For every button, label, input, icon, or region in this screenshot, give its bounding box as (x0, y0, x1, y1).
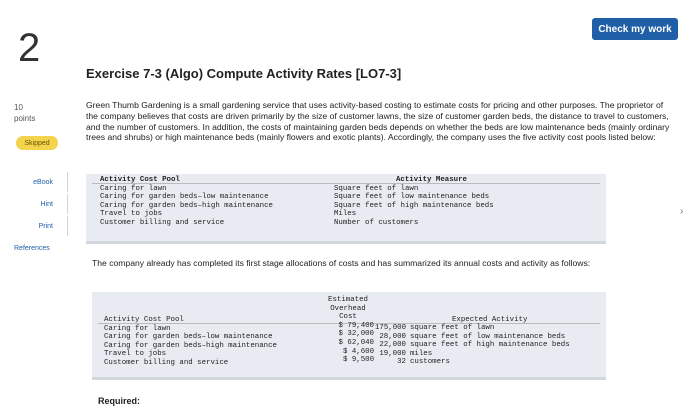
pool-column (104, 316, 277, 368)
table-cell: 28,000 (379, 332, 406, 341)
table-cell: square feet of low maintenance beds (410, 332, 566, 341)
table-cell: Caring for garden beds–low maintenance (104, 333, 273, 342)
nav-references[interactable]: References (14, 244, 50, 252)
column-header: Estimated (328, 296, 368, 304)
measure-column (334, 176, 494, 228)
table-cell: Square feet of lawn (334, 184, 419, 193)
points-value: 10 (14, 103, 23, 112)
cost-summary-table (92, 292, 606, 380)
points-label: points (14, 114, 36, 123)
table-cell: $ 9,500 (342, 356, 374, 365)
table-cell: Square feet of low maintenance beds (334, 193, 490, 202)
table-cell: 19,000 (379, 349, 406, 358)
table-cell: Caring for garden beds–high maintenance (100, 201, 273, 210)
nav-print[interactable]: Print (14, 216, 68, 236)
summary-paragraph: The company already has completed its first stage allocations of costs and has summarized its annual costs and activity as follows: (92, 258, 591, 268)
table-cell: 22,000 (379, 341, 406, 350)
unit-column (410, 324, 570, 367)
pool-column (100, 176, 273, 228)
intro-paragraph: Green Thumb Gardening is a small gardening service that uses activity-based costing to estimate costs for pricing and other purposes. The proprietor of the company believes that costs are driven primarily by the size of customer lawns, the size of customer garden beds, the distance to travel to customers, and the number of customers. In addition, the costs of maintaining garden beds depends on whether the beds are low maintenance beds (mainly ordinary trees and shrubs) or high maintenance beds (mainly flowers and exotic plants). Accordingly, the company uses the five activity cost pools listed below: (86, 100, 670, 143)
table-cell: $ 32,000 (338, 330, 374, 339)
table-cell: $ 79,400 (338, 321, 374, 330)
activity-measure-table (86, 174, 606, 244)
table-cell: Customer billing and service (104, 358, 229, 367)
table-cell: Square feet of high maintenance beds (334, 201, 494, 210)
table-cell: square feet of high maintenance beds (410, 341, 570, 350)
table-cell: Caring for lawn (100, 184, 167, 193)
table-cell: square feet of lawn (410, 324, 495, 332)
chevron-right-icon[interactable]: › (680, 206, 684, 217)
quantity-column (372, 324, 406, 367)
column-header: Activity Cost Pool (100, 176, 180, 184)
status-badge: Skipped (16, 136, 58, 150)
table-cell: Caring for garden beds–high maintenance (104, 341, 277, 350)
cost-column (322, 296, 374, 365)
column-header: Activity Measure (396, 176, 467, 184)
table-cell: Travel to jobs (104, 350, 167, 359)
resource-nav (14, 172, 68, 260)
table-cell: 32 (397, 358, 406, 367)
table-cell: Customer billing and service (100, 218, 225, 227)
table-cell: Caring for lawn (104, 324, 171, 333)
table-cell: Travel to jobs (100, 210, 163, 219)
table-cell: Caring for garden beds–low maintenance (100, 193, 269, 202)
table-cell: $ 62,040 (338, 338, 374, 347)
table-cell: Miles (334, 210, 357, 219)
nav-hint[interactable]: Hint (14, 194, 68, 214)
table-cell: 175,000 (374, 324, 406, 332)
exercise-title: Exercise 7-3 (Algo) Compute Activity Rates [LO7-3] (86, 66, 402, 81)
table-cell: customers (410, 358, 450, 367)
table-cell: miles (410, 349, 433, 358)
column-header: Expected Activity (452, 316, 528, 324)
column-header: Cost (339, 313, 357, 322)
column-header: Activity Cost Pool (104, 316, 184, 324)
nav-ebook[interactable]: eBook (14, 172, 68, 192)
table-cell: $ 4,600 (342, 347, 374, 356)
check-my-work-button[interactable]: Check my work (592, 18, 678, 40)
points-block (14, 102, 35, 124)
table-cell: Number of customers (334, 218, 419, 227)
question-number: 2 (18, 26, 41, 70)
column-header: Overhead (330, 304, 366, 313)
required-label: Required: (98, 396, 141, 406)
